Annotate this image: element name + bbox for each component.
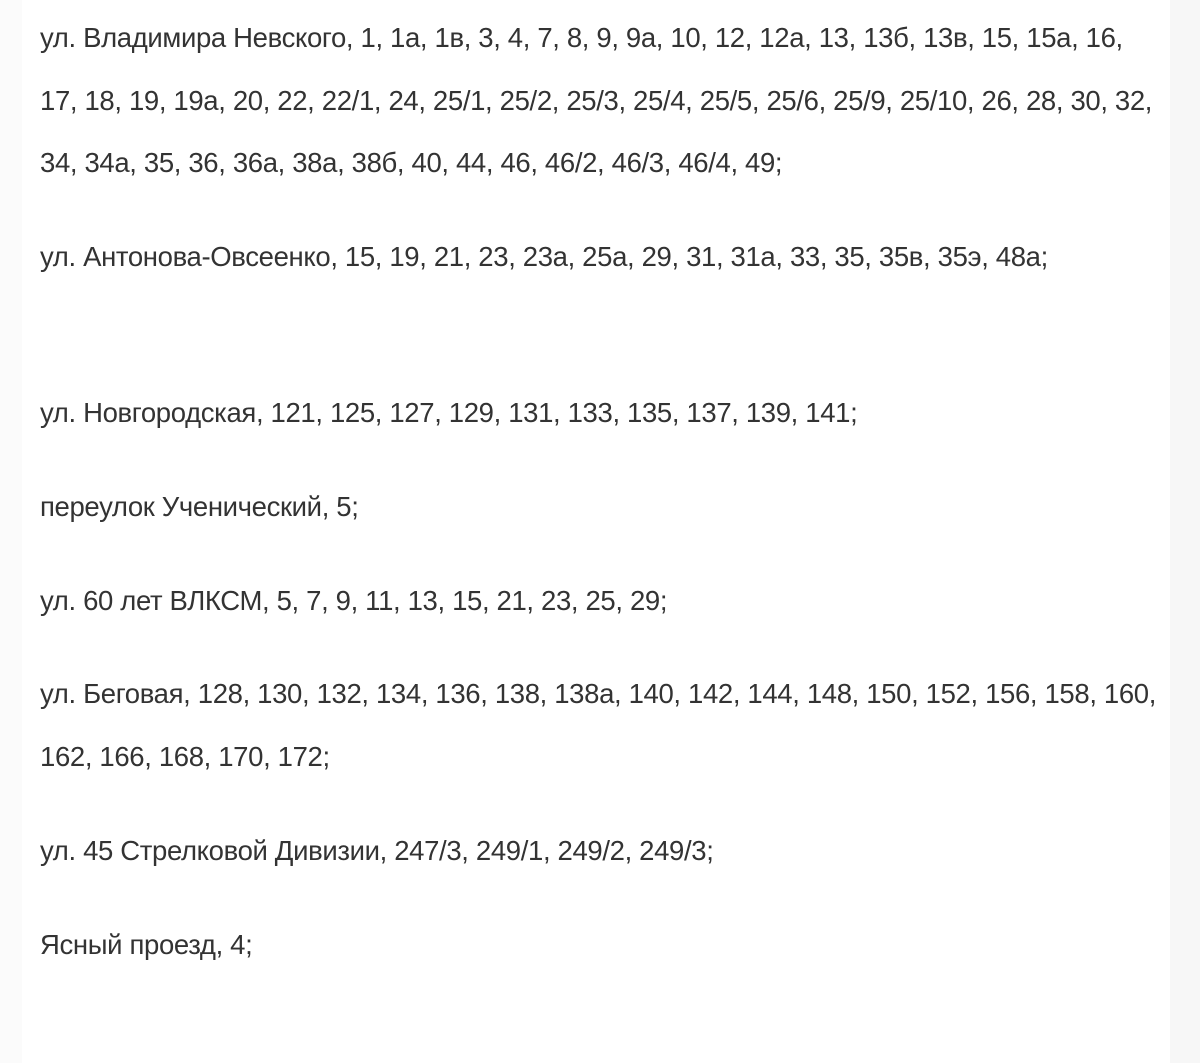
page-edge-left xyxy=(0,0,22,1063)
address-list-paragraph: ул. Антонова-Овсеенко, 15, 19, 21, 23, 23а, 25а, 29, 31, 31а, 33, 35, 35в, 35э, 48а; xyxy=(40,241,1048,272)
address-list-paragraph: Ясный проезд, 4; xyxy=(40,929,253,960)
page-edge-right xyxy=(1170,0,1200,1063)
address-list-paragraph: ул. 60 лет ВЛКСМ, 5, 7, 9, 11, 13, 15, 21, 23, 25, 29; xyxy=(40,585,668,616)
address-list-paragraph: ул. 45 Стрелковой Дивизии, 247/3, 249/1, 249/2, 249/3; xyxy=(40,835,714,866)
address-list-paragraph: переулок Ученический, 5; xyxy=(40,491,359,522)
document-body xyxy=(40,0,1164,1063)
address-list-paragraph: ул. Владимира Невского, 1, 1а, 1в, 3, 4, 7, 8, 9, 9а, 10, 12, 12а, 13, 13б, 13в, 15, 15а, 16, 17, 18, 19, 19а, 20, 22, 22/1, 24, 25/1, 25/2, 25/3, 25/4, 25/5, 25/6, 25/9, 25/10, 26, 28, 30, 32, 34, 34а, 35, 36, 36а, 38а, 38б, 40, 44, 46, 46/2, 46/3, 46/4, 49; xyxy=(40,22,1153,178)
address-list-paragraph: ул. Новгородская, 121, 125, 127, 129, 131, 133, 135, 137, 139, 141; xyxy=(40,397,858,428)
address-list-paragraph: ул. Беговая, 128, 130, 132, 134, 136, 138, 138а, 140, 142, 144, 148, 150, 152, 156, 158, 160, 162, 166, 168, 170, 172; xyxy=(40,678,1157,772)
